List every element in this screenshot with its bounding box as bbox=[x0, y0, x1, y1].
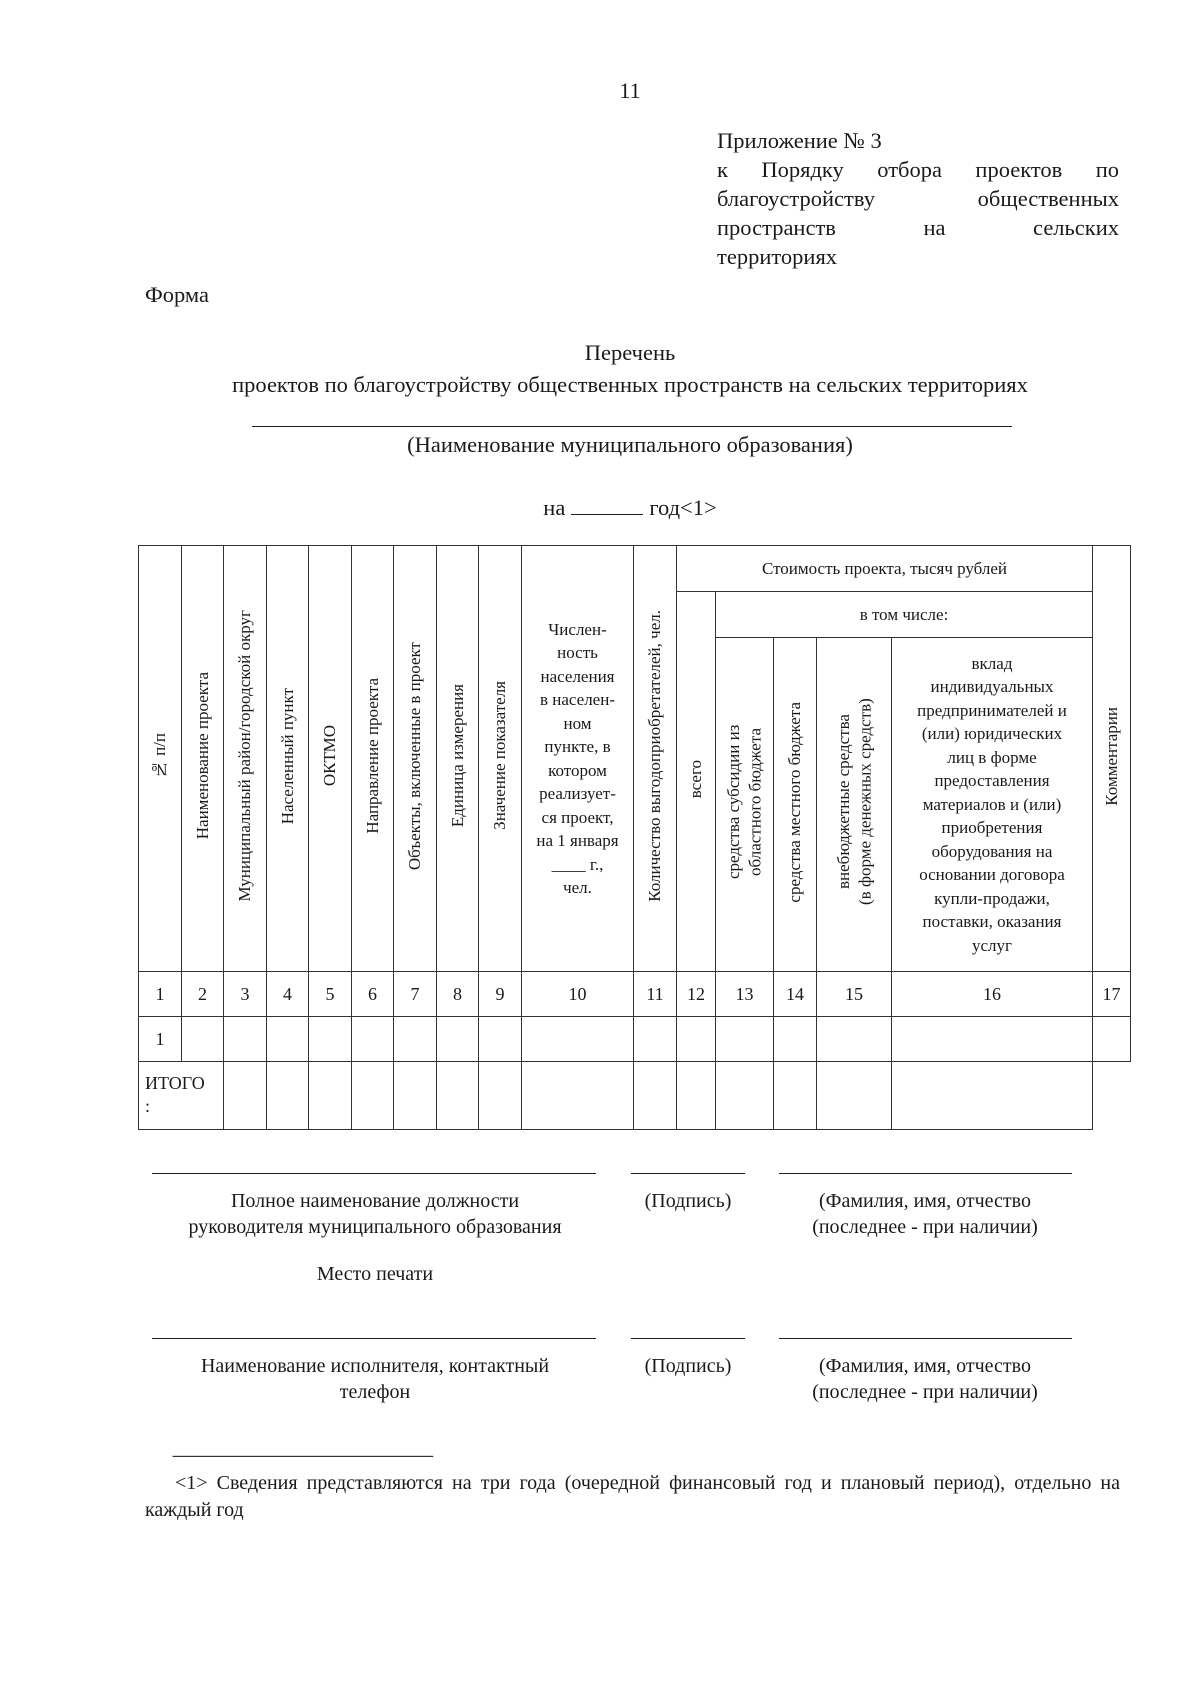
header-direction: Направление проекта bbox=[352, 546, 394, 972]
column-number: 7 bbox=[394, 972, 437, 1017]
table-cell bbox=[892, 1062, 1093, 1130]
table-cell bbox=[716, 1017, 774, 1062]
table-cell bbox=[479, 1062, 522, 1130]
appendix-title: Приложение № 3 bbox=[717, 128, 882, 153]
column-number: 9 bbox=[479, 972, 522, 1017]
header-num: № п/п bbox=[139, 546, 182, 972]
table-cell bbox=[522, 1062, 634, 1130]
stamp-caption: Место печати bbox=[316, 1263, 434, 1285]
total-row bbox=[139, 1062, 1131, 1130]
column-number: 10 bbox=[522, 972, 634, 1017]
column-number: 5 bbox=[309, 972, 352, 1017]
signature-line-fio bbox=[779, 1173, 1072, 1174]
column-number: 14 bbox=[774, 972, 817, 1017]
table-cell bbox=[817, 1017, 892, 1062]
projects-table bbox=[138, 545, 1131, 1130]
table-cell bbox=[634, 1062, 677, 1130]
signature-line-fio2 bbox=[779, 1338, 1072, 1339]
signature-caption: (Подпись) bbox=[644, 1190, 732, 1212]
table-cell bbox=[309, 1062, 352, 1130]
column-number: 11 bbox=[634, 972, 677, 1017]
column-numbers-row bbox=[139, 972, 1131, 1017]
form-label: Форма bbox=[145, 282, 210, 307]
municipality-caption: (Наименование муниципального образования) bbox=[407, 432, 853, 457]
header-regional-subsidy: средства субсидии из областного бюджета bbox=[716, 638, 774, 972]
table-cell bbox=[716, 1062, 774, 1130]
total-label: ИТОГО : bbox=[139, 1062, 224, 1130]
document-subtitle: проектов по благоустройству общественных пространств на сельских территориях bbox=[232, 372, 1028, 397]
page-number: 11 bbox=[619, 78, 641, 103]
table-cell bbox=[309, 1017, 352, 1062]
year-suffix: год<1> bbox=[649, 495, 717, 520]
table-cell bbox=[267, 1062, 309, 1130]
column-number: 8 bbox=[437, 972, 479, 1017]
municipality-blank-line bbox=[252, 426, 1012, 427]
table-cell bbox=[677, 1017, 716, 1062]
column-number: 13 bbox=[716, 972, 774, 1017]
table-cell bbox=[394, 1017, 437, 1062]
table-cell bbox=[774, 1017, 817, 1062]
row-number: 1 bbox=[139, 1017, 182, 1062]
table-row bbox=[139, 1017, 1131, 1062]
column-number: 16 bbox=[892, 972, 1093, 1017]
header-population: Числен- ность населения в населен- ном пункте, в котором реализует- ся проект, на 1 января ____ г., чел. bbox=[522, 546, 634, 972]
header-cost-group: Стоимость проекта, тысяч рублей bbox=[677, 546, 1093, 592]
year-blank bbox=[571, 494, 643, 515]
column-number: 3 bbox=[224, 972, 267, 1017]
column-number: 17 bbox=[1093, 972, 1131, 1017]
year-line bbox=[0, 494, 1200, 521]
footnote: <1> Сведения представляются на три года (очередной финансовый год и плановый период), отдельно на каждый год bbox=[145, 1472, 1120, 1521]
header-unit: Единица измерения bbox=[437, 546, 479, 972]
signature-caption-2: (Подпись) bbox=[644, 1355, 732, 1377]
table-cell bbox=[224, 1062, 267, 1130]
table-cell bbox=[437, 1017, 479, 1062]
column-number: 2 bbox=[182, 972, 224, 1017]
header-total: всего bbox=[677, 592, 716, 972]
header-settlement: Населенный пункт bbox=[267, 546, 309, 972]
footnote-separator: -------------------------------------------------------------------- bbox=[172, 1447, 433, 1464]
header-extrabudget: внебюджетные средства (в форме денежных средств) bbox=[817, 638, 892, 972]
header-indicator-value: Значение показателя bbox=[479, 546, 522, 972]
table-cell bbox=[479, 1017, 522, 1062]
table-cell bbox=[817, 1062, 892, 1130]
appendix-line: территориях bbox=[717, 244, 838, 269]
signature-line-position bbox=[152, 1173, 596, 1174]
header-oktmo: ОКТМО bbox=[309, 546, 352, 972]
column-number: 12 bbox=[677, 972, 716, 1017]
header-beneficiaries: Количество выгодоприобретателей, чел. bbox=[634, 546, 677, 972]
signature-line-executor bbox=[152, 1338, 596, 1339]
position-caption: Полное наименование должности руководителя муниципального образования bbox=[188, 1190, 562, 1238]
fio-caption: (Фамилия, имя, отчество (последнее - при наличии) bbox=[812, 1190, 1038, 1238]
table-cell bbox=[267, 1017, 309, 1062]
header-local-budget: средства местного бюджета bbox=[774, 638, 817, 972]
table-cell bbox=[352, 1017, 394, 1062]
table-cell bbox=[774, 1062, 817, 1130]
column-number: 15 bbox=[817, 972, 892, 1017]
column-number: 4 bbox=[267, 972, 309, 1017]
table-cell bbox=[1093, 1017, 1131, 1062]
appendix-block bbox=[717, 126, 1119, 271]
table-cell bbox=[224, 1017, 267, 1062]
appendix-line: пространств на сельских bbox=[717, 215, 1119, 240]
column-number: 1 bbox=[139, 972, 182, 1017]
table-cell bbox=[352, 1062, 394, 1130]
table-cell bbox=[892, 1017, 1093, 1062]
table-cell bbox=[677, 1062, 716, 1130]
header-comments: Комментарии bbox=[1093, 546, 1131, 972]
appendix-line: благоустройству общественных bbox=[717, 186, 1119, 211]
table-cell bbox=[182, 1017, 224, 1062]
table-cell bbox=[634, 1017, 677, 1062]
appendix-line: к Порядку отбора проектов по bbox=[717, 157, 1119, 182]
header-project-name: Наименование проекта bbox=[182, 546, 224, 972]
executor-caption: Наименование исполнителя, контактный телефон bbox=[200, 1355, 550, 1403]
year-prefix: на bbox=[543, 495, 566, 520]
header-contribution: вклад индивидуальных предпринимателей и (или) юридических лиц в форме предоставления материалов и (или) приобретения оборудования на основании договора купли-продажи, поставки, оказания услуг bbox=[892, 638, 1093, 972]
table-cell bbox=[437, 1062, 479, 1130]
header-district: Муниципальный район/городской округ bbox=[224, 546, 267, 972]
fio-caption-2: (Фамилия, имя, отчество (последнее - при наличии) bbox=[812, 1355, 1038, 1403]
signature-line-sign bbox=[631, 1173, 745, 1174]
header-objects: Объекты, включенные в проект bbox=[394, 546, 437, 972]
signature-line-sign2 bbox=[631, 1338, 745, 1339]
table-cell bbox=[394, 1062, 437, 1130]
document-title: Перечень bbox=[584, 340, 676, 365]
header-including: в том числе: bbox=[716, 592, 1093, 638]
column-number: 6 bbox=[352, 972, 394, 1017]
table-cell bbox=[522, 1017, 634, 1062]
